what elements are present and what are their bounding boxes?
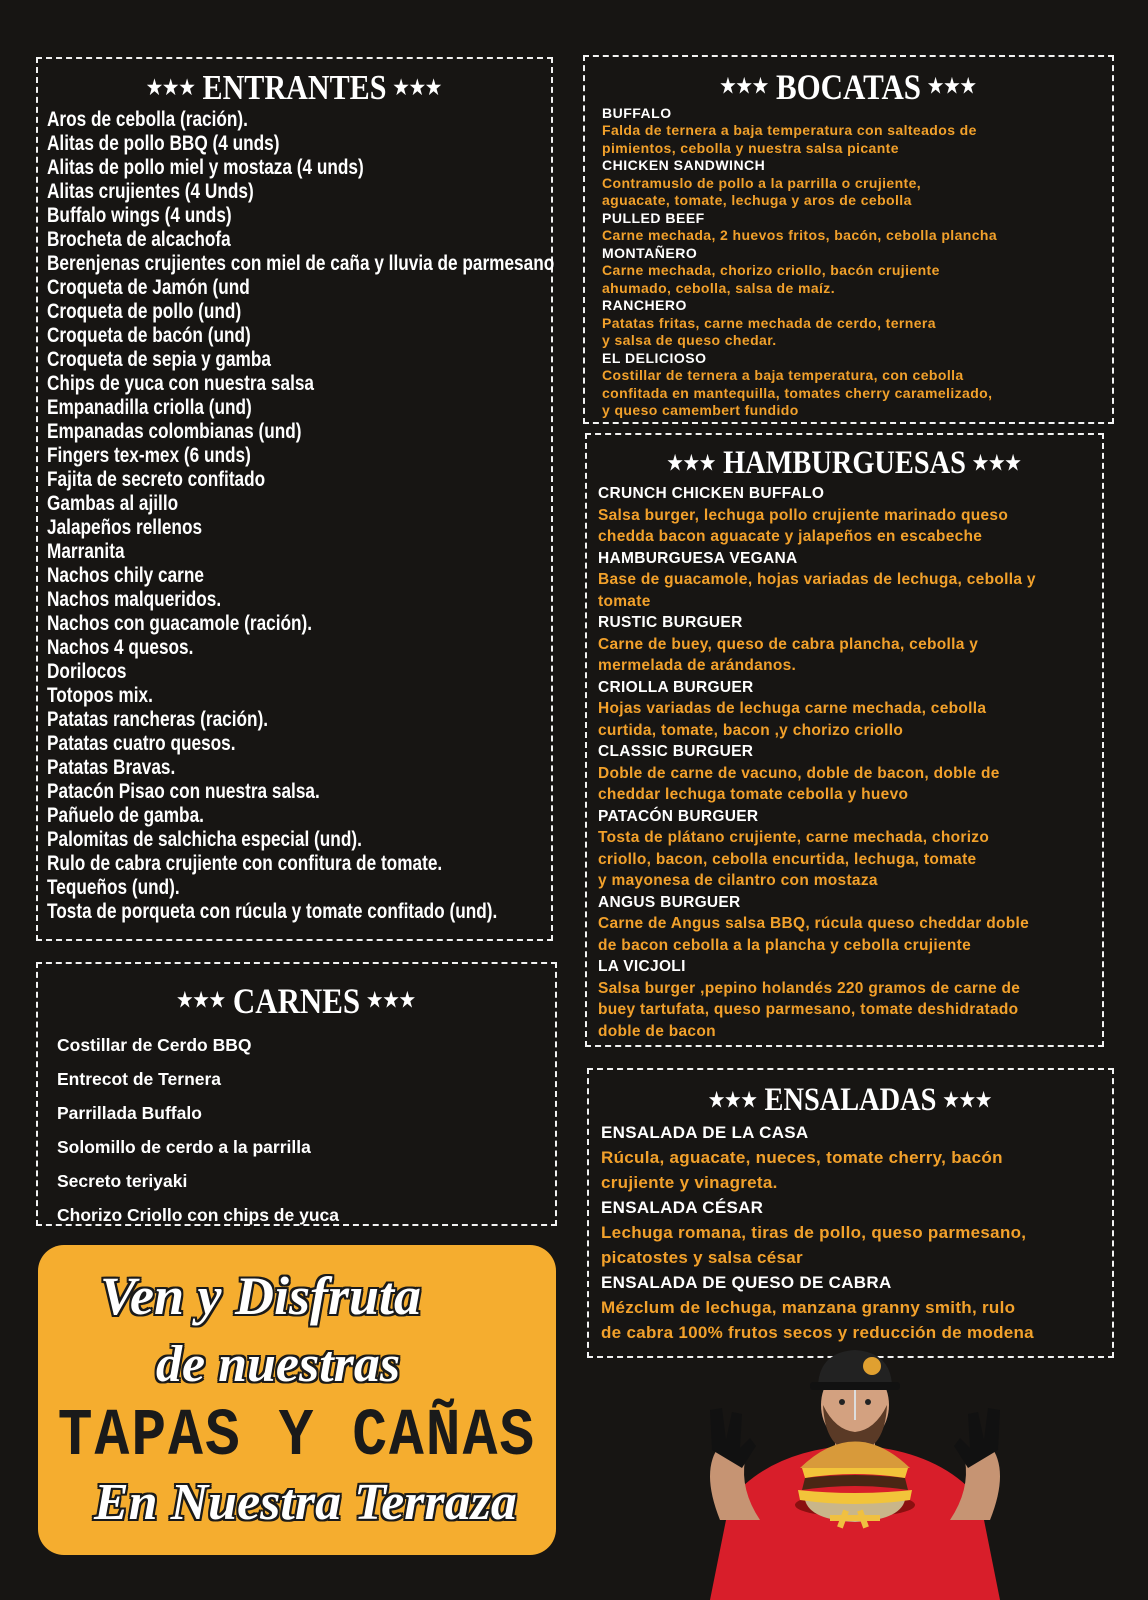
stars-icon: ★★★: [720, 75, 770, 98]
menu-item-name: CLASSIC BURGUER: [598, 743, 754, 761]
menu-item-name: PATACÓN BURGUER: [598, 807, 759, 825]
ensaladas-list: [589, 1120, 1112, 1345]
entrantes-item: Nachos 4 quesos.: [47, 635, 194, 659]
entrantes-list: [38, 107, 555, 924]
menu-item-name: BUFFALO: [602, 104, 672, 121]
entrantes-item: Fingers tex-mex (6 unds): [47, 443, 251, 467]
hamburguesas-heading: [623, 441, 1066, 483]
stars-icon: ★★★: [943, 1089, 993, 1112]
entrantes-item: Marranita: [47, 539, 125, 563]
entrantes-item: Patatas cuatro quesos.: [47, 731, 236, 755]
carnes-section: [36, 962, 557, 1226]
entrantes-item: Berenjenas crujientes con miel de caña y lluvia de parmesano: [47, 251, 555, 275]
carnes-item: Costillar de Cerdo BBQ: [57, 1034, 252, 1055]
stars-icon: ★★★: [667, 452, 717, 475]
carnes-title: CARNES: [232, 980, 361, 1021]
bocatas-title: BOCATAS: [775, 66, 922, 107]
carnes-item: Entrecot de Ternera: [57, 1068, 222, 1089]
menu-item-name: HAMBURGUESA VEGANA: [598, 549, 798, 567]
menu-item-name: MONTAÑERO: [602, 244, 698, 261]
chef-with-burger-image: [690, 1350, 1020, 1600]
menu-item-description: Falda de ternera a baja temperatura con salteados de pimientos, cebolla y nuestra salsa picante: [602, 122, 977, 156]
menu-item-name: ENSALADA DE QUESO DE CABRA: [601, 1273, 892, 1293]
menu-item-description: Carne de buey, queso de cabra plancha, cebolla y mermelada de arándanos.: [598, 635, 979, 675]
stars-icon: ★★★: [367, 989, 416, 1012]
menu-item-name: LA VICJOLI: [598, 958, 686, 976]
menu-item-description: Carne de Angus salsa BBQ, rúcula queso cheddar doble de bacon cebolla a la plancha y cebolla crujiente: [598, 915, 1030, 954]
menu-item-description: Carne mechada, 2 huevos fritos, bacón, cebolla plancha: [602, 227, 998, 244]
ensaladas-title: ENSALADAS: [764, 1082, 937, 1119]
promo-line-4: En Nuestra Terraza: [94, 1474, 517, 1531]
entrantes-item: Fajita de secreto confitado: [47, 467, 266, 491]
entrantes-item: Totopos mix.: [47, 683, 153, 707]
menu-item-description: Mézclum de lechuga, manzana granny smith, rulo de cabra 100% frutos secos y reducción de modena: [601, 1298, 1034, 1343]
stars-icon: ★★★: [177, 989, 226, 1012]
menu-item-name: EL DELICIOSO: [602, 349, 707, 366]
entrantes-item: Tosta de porqueta con rúcula y tomate confitado (und).: [47, 899, 498, 923]
menu-item-description: Patatas fritas, carne mechada de cerdo, ternera y salsa de queso chedar.: [602, 314, 936, 349]
hamburguesas-section: [585, 433, 1104, 1047]
entrantes-item: Croqueta de Jamón (und: [47, 275, 250, 299]
menu-item-description: Lechuga romana, tiras de pollo, queso parmesano, picatostes y salsa césar: [601, 1223, 1027, 1268]
carnes-heading: [74, 976, 519, 1022]
carnes-item: Parrillada Buffalo: [57, 1102, 202, 1123]
entrantes-item: Jalapeños rellenos: [47, 515, 203, 539]
entrantes-item: Empanadilla criolla (und): [47, 395, 252, 419]
menu-item-name: ENSALADA CÉSAR: [601, 1198, 764, 1218]
entrantes-item: Gambas al ajillo: [47, 491, 179, 515]
entrantes-title: ENTRANTES: [202, 67, 387, 107]
stars-icon: ★★★: [972, 452, 1022, 475]
menu-item-description: Costillar de ternera a baja temperatura, con cebolla confitada en mantequilla, tomates cherry caramelizado, y queso camembert fundido: [602, 367, 993, 419]
carnes-item: Solomillo de cerdo a la parrilla: [57, 1136, 311, 1157]
menu-item-description: Carne mechada, chorizo criollo, bacón crujiente ahumado, cebolla, salsa de maíz.: [602, 262, 940, 296]
entrantes-section: [36, 57, 553, 941]
entrantes-item: Patatas rancheras (ración).: [47, 707, 269, 731]
carnes-item: Secreto teriyaki: [57, 1170, 188, 1191]
entrantes-item: Nachos chily carne: [47, 563, 204, 587]
entrantes-item: Croqueta de sepia y gamba: [47, 347, 271, 371]
entrantes-item: Tequeños (und).: [47, 875, 180, 899]
ensaladas-section: [587, 1068, 1114, 1358]
entrantes-item: Buffalo wings (4 unds): [47, 203, 232, 227]
promo-line-1: Ven y Disfruta: [100, 1266, 422, 1326]
bocatas-heading: [622, 65, 1075, 105]
entrantes-item: Nachos malqueridos.: [47, 587, 222, 611]
hamburguesas-title: HAMBURGUESAS: [723, 445, 966, 482]
entrantes-heading: [74, 65, 515, 108]
menu-item-description: Salsa burger ,pepino holandés 220 gramos de carne de buey tartufata, queso parmesano, tomate deshidratado doble de bacon: [598, 979, 1021, 1040]
menu-item-description: Base de guacamole, hojas variadas de lechuga, cebolla y tomate: [598, 571, 1036, 610]
ensaladas-heading: [626, 1078, 1076, 1120]
menu-item-name: ANGUS BURGUER: [598, 893, 741, 911]
menu-item-name: CRUNCH CHICKEN BUFFALO: [598, 485, 825, 503]
entrantes-item: Empanadas colombianas (und): [47, 419, 302, 443]
menu-item-description: Tosta de plátano crujiente, carne mechada, chorizo criollo, bacon, cebolla encurtida, lechuga, tomate y mayonesa de cilantro con mostaza: [598, 829, 990, 890]
entrantes-item: Nachos con guacamole (ración).: [47, 611, 313, 635]
menu-item-description: Rúcula, aguacate, nueces, tomate cherry, bacón crujiente y vinagreta.: [601, 1148, 1003, 1193]
stars-icon: ★★★: [708, 1089, 758, 1112]
promo-line-3: TAPAS Y CAÑAS: [57, 1400, 537, 1475]
menu-item-description: Hojas variadas de lechuga carne mechada, cebolla curtida, tomate, bacon ,y chorizo criollo: [598, 700, 987, 739]
menu-item-description: Salsa burger, lechuga pollo crujiente marinado queso chedda bacon aguacate y jalapeños en escabeche: [598, 506, 1009, 546]
menu-item-name: PULLED BEEF: [602, 209, 705, 226]
promo-line-2: de nuestras: [156, 1336, 401, 1393]
entrantes-item: Pañuelo de gamba.: [47, 803, 204, 827]
hamburguesas-list: [587, 483, 1102, 1042]
menu-item-name: ENSALADA DE LA CASA: [601, 1123, 809, 1143]
entrantes-item: Chips de yuca con nuestra salsa: [47, 371, 315, 395]
menu-item-name: RANCHERO: [602, 297, 687, 314]
entrantes-item: Alitas crujientes (4 Unds): [47, 179, 254, 203]
entrantes-item: Croqueta de bacón (und): [47, 323, 251, 347]
entrantes-item: Alitas de pollo miel y mostaza (4 unds): [47, 155, 364, 179]
entrantes-item: Alitas de pollo BBQ (4 unds): [47, 131, 280, 155]
menu-item-description: Doble de carne de vacuno, doble de bacon, doble de cheddar lechuga tomate cebolla y huevo: [598, 764, 1000, 804]
promo-banner: [38, 1245, 556, 1555]
entrantes-item: Palomitas de salchicha especial (und).: [47, 827, 362, 851]
entrantes-item: Croqueta de pollo (und): [47, 299, 242, 323]
stars-icon: ★★★: [393, 76, 443, 99]
entrantes-item: Dorilocos: [47, 659, 127, 683]
carnes-list: [38, 1028, 555, 1232]
stars-icon: ★★★: [146, 76, 196, 99]
entrantes-item: Patacón Pisao con nuestra salsa.: [47, 779, 320, 803]
bocatas-section: [583, 55, 1114, 424]
entrantes-item: Patatas Bravas.: [47, 755, 176, 779]
menu-item-name: CRIOLLA BURGUER: [598, 678, 754, 696]
entrantes-item: Brocheta de alcachofa: [47, 227, 231, 251]
menu-item-name: RUSTIC BURGUER: [598, 614, 743, 632]
menu-item-name: CHICKEN SANDWINCH: [602, 157, 766, 174]
stars-icon: ★★★: [927, 75, 977, 98]
carnes-item: Chorizo Criollo con chips de yuca: [57, 1204, 339, 1225]
bocatas-list: [585, 105, 1112, 420]
entrantes-item: Rulo de cabra crujiente con confitura de tomate.: [47, 851, 443, 875]
menu-item-description: Contramuslo de pollo a la parrilla o crujiente, aguacate, tomate, lechuga y aros de cebolla: [602, 174, 922, 209]
entrantes-item: Aros de cebolla (ración).: [47, 107, 248, 131]
